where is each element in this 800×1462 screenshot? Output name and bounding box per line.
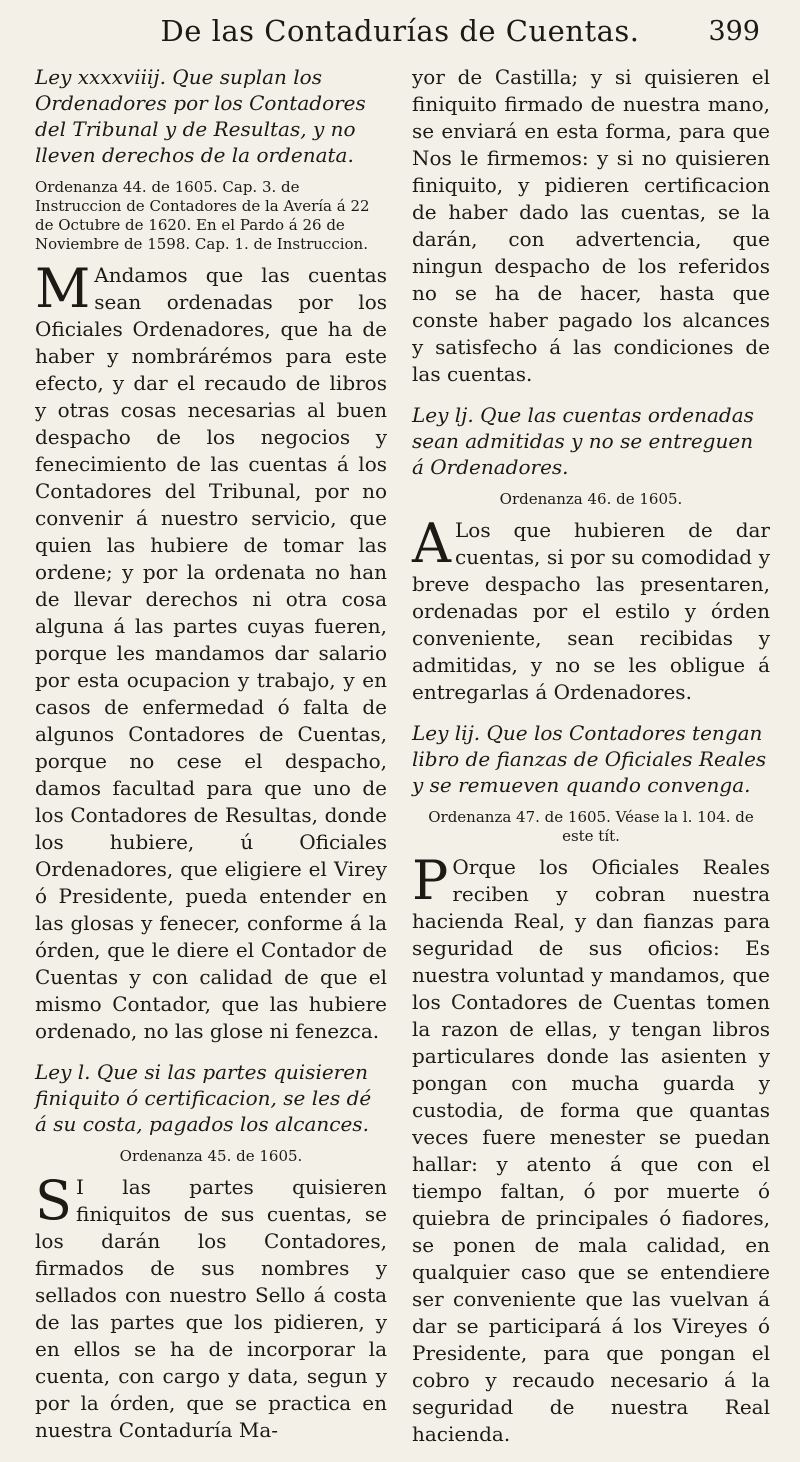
drop-cap: S bbox=[35, 1169, 72, 1232]
drop-cap: P bbox=[412, 849, 449, 912]
law-body: I las partes quisieren finiquitos de sus cuentas, se los darán los Contadores, firmados de sus nombres y sellados con nuestro Sello á costa de las partes que los pidieren, y en ellos se ha de incorporar la cuenta, con cargo y data, segun y por la órden, que se practica en nuestra Contaduría Ma- bbox=[35, 1175, 387, 1442]
drop-cap: A bbox=[412, 512, 451, 575]
law-body: Orque los Oficiales Reales reciben y cobran nuestra hacienda Real, y dan fianzas para seguridad de sus oficios: Es nuestra voluntad y mandamos, que los Contadores de Cuentas tomen la razon de ellas, y tengan libros particulares donde las asienten y pongan con mucha guarda y custodia, de forma que quantas veces fuere menester se puedan hallar: y atento á que con el tiempo faltan, ó por muerte ó quiebra de principales ó fiadores, se ponen de mala calidad, en qualquier caso que se entendiere ser conveniente que las vuelvan á dar se participará á los Vireyes ó Presidente, para que pongan el cobro y recaudo necesario á la seguridad de nuestra Real hacienda. bbox=[412, 855, 770, 1446]
law-body: Los que hubieren de dar cuentas, si por su comodidad y breve despacho las presentaren, ordenadas por el estilo y órden conveniente, sean recibidas y admitidas, y no se les obligue á entregarlas á Ordenadores. bbox=[412, 518, 770, 704]
drop-cap: M bbox=[35, 257, 91, 320]
running-header bbox=[0, 14, 800, 54]
law-text bbox=[35, 1169, 387, 1444]
law-heading: Ley lj. Que las cuentas ordenadas sean admitidas y no se entreguen á Ordenadores. bbox=[412, 403, 754, 479]
left-column bbox=[35, 64, 387, 1458]
ordinance-reference: Ordenanza 45. de 1605. bbox=[119, 1147, 303, 1165]
law-text bbox=[412, 849, 770, 1448]
ordinance-reference: Ordenanza 46. de 1605. bbox=[499, 490, 683, 508]
ordinance-reference: Ordenanza 47. de 1605. Véase la l. 104. de este tít. bbox=[428, 808, 754, 845]
law-heading: Ley lij. Que los Contadores tengan libro de fianzas de Oficiales Reales y se remueven quando convenga. bbox=[412, 721, 767, 797]
law-heading: Ley xxxxviiij. Que suplan los Ordenadores por los Contadores del Tribunal y de Resultas, y no lleven derechos de la ordenata. bbox=[35, 65, 366, 167]
page-number: 399 bbox=[708, 16, 760, 47]
page-title: De las Contadurías de Cuentas. bbox=[160, 14, 640, 48]
law-body: Andamos que las cuentas sean ordenadas por los Oficiales Ordenadores, que ha de haber y nombrárémos para este efecto, y dar el recaudo de libros y otras cosas necesarias al buen despacho de los negocios y fenecimiento de las cuentas á los Contadores del Tribunal, por no convenir á nuestro servicio, que quien las hubiere de tomar las ordene; y por la ordenata no han de llevar derechos ni otra cosa alguna á las partes cuyas fueren, porque les mandamos dar salario por esta ocupacion y trabajo, y en casos de enfermedad ó falta de algunos Contadores de Cuentas, porque no cese el despacho, damos facultad para que uno de los Contadores de Resultas, donde los hubiere, ú Oficiales Ordenadores, que eligiere el Virey ó Presidente, pueda entender en las glosas y fenecer, conforme á la órden, que le diere el Contador de Cuentas y con calidad de que el mismo Contador, que las hubiere ordenado, no las glose ni fenezca. bbox=[35, 263, 387, 1043]
law-text bbox=[35, 257, 387, 1045]
law-heading: Ley l. Que si las partes quisieren finiquito ó certificacion, se les dé á su costa, pagados los alcances. bbox=[35, 1060, 372, 1136]
law-text bbox=[412, 512, 770, 706]
ordinance-reference: Ordenanza 44. de 1605. Cap. 3. de Instruccion de Contadores de la Avería á 22 de Octubre de 1620. En el Pardo á 26 de Noviembre de 1598. Cap. 1. de Instruccion. bbox=[35, 178, 370, 253]
right-column bbox=[412, 64, 770, 1462]
law-text-continued: yor de Castilla; y si quisieren el finiquito firmado de nuestra mano, se enviará en esta forma, para que Nos le firmemos: y si no quisieren finiquito, y pidieren certificacion de haber dado las cuentas, se la darán, con advertencia, que ningun despacho de los referidos no se ha de hacer, hasta que conste haber pagado los alcances y satisfecho á las condiciones de las cuentas. bbox=[412, 65, 770, 386]
